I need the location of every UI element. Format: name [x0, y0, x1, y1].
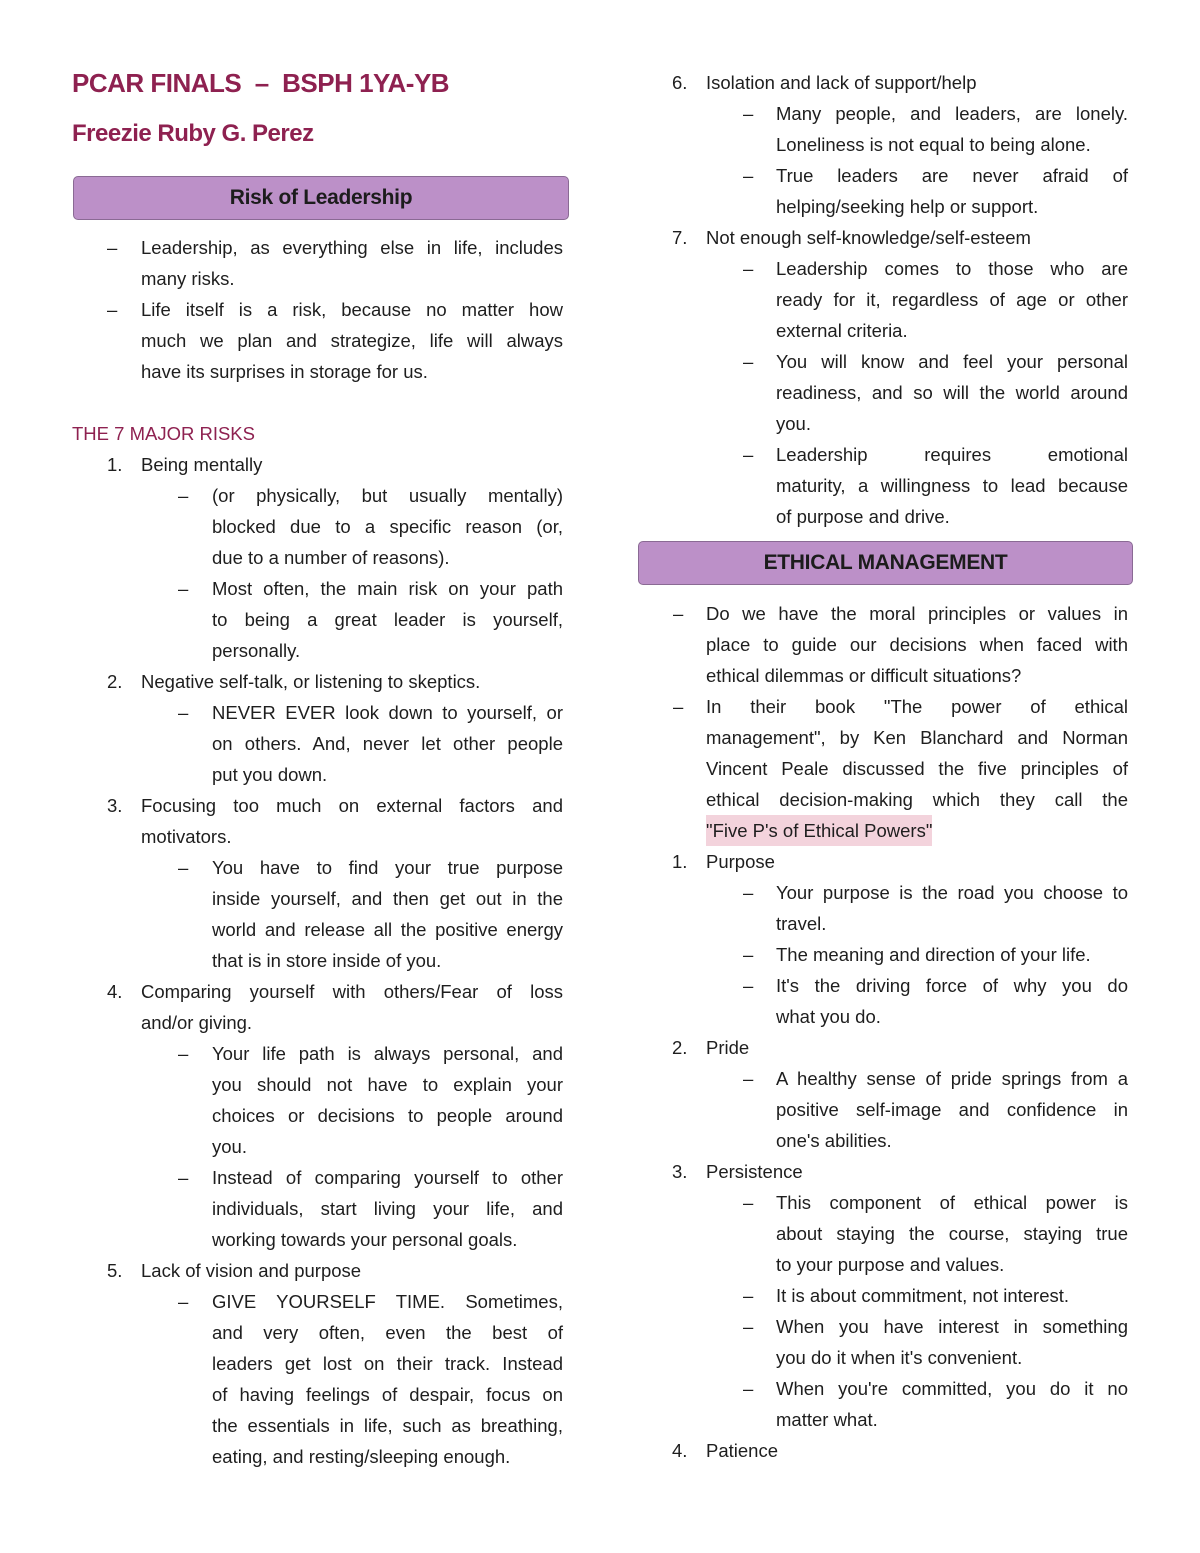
dash-marker: – [673, 696, 684, 717]
principle-point-text: matter what. [776, 1409, 878, 1430]
principle-point-text: A healthy sense of pride springs from a [776, 1068, 1128, 1089]
intro-bullet-text: much we plan and strategize, life will always [141, 330, 563, 351]
risk-point-text: readiness, and so will the world around [776, 382, 1128, 403]
risk-point-text: blocked due to a specific reason (or, [212, 516, 563, 537]
risk-point-text: Your life path is always personal, and [212, 1043, 563, 1064]
risk-point-text: ready for it, regardless of age or other [776, 289, 1128, 310]
risk-point-text: choices or decisions to people around [212, 1105, 563, 1126]
risk-point-text: True leaders are never afraid of [776, 165, 1128, 186]
item-title: Lack of vision and purpose [141, 1260, 362, 1281]
intro-bullet-text: Leadership, as everything else in life, includes [141, 237, 563, 258]
dash-marker: – [743, 351, 754, 372]
dash-marker: – [743, 1192, 754, 1213]
risk-point-text: you. [212, 1136, 247, 1157]
ethics-intro-text: ethical dilemmas or difficult situations? [706, 665, 1022, 686]
item-number: 2. [672, 1037, 688, 1058]
principle-point-text: positive self-image and confidence in [776, 1099, 1128, 1120]
item-title: Purpose [706, 851, 775, 872]
dash-marker: – [743, 165, 754, 186]
dash-marker: – [178, 578, 189, 599]
risk-point-text: put you down. [212, 764, 328, 785]
principle-point-text: When you're committed, you do it no [776, 1378, 1128, 1399]
item-title: Patience [706, 1440, 778, 1461]
principle-point-text: about staying the course, staying true [776, 1223, 1128, 1244]
risk-point-text: Leadership requires emotional [776, 444, 1128, 465]
risk-point-text: NEVER EVER look down to yourself, or [212, 702, 563, 723]
dash-marker: – [743, 103, 754, 124]
item-title: Comparing yourself with others/Fear of loss [141, 981, 563, 1002]
risk-point-text: individuals, start living your life, and [212, 1198, 563, 1219]
risk-point-text: eating, and resting/sleeping enough. [212, 1446, 511, 1467]
item-number: 5. [107, 1260, 123, 1281]
dash-marker: – [673, 603, 684, 624]
ethics-intro-text: Do we have the moral principles or values in [706, 603, 1128, 624]
risk-point-text: personally. [212, 640, 301, 661]
principle-point-text: It is about commitment, not interest. [776, 1285, 1070, 1306]
principle-point-text: Your purpose is the road you choose to [776, 882, 1128, 903]
dash-marker: – [743, 882, 754, 903]
section-banner-ethical-management: ETHICAL MANAGEMENT [638, 541, 1133, 585]
risk-point-text: world and release all the positive energy [212, 919, 563, 940]
item-number: 4. [672, 1440, 688, 1461]
dash-marker: – [107, 237, 118, 258]
risk-point-text: that is in store inside of you. [212, 950, 442, 971]
risk-point-text: due to a number of reasons). [212, 547, 450, 568]
ethics-intro-text: management", by Ken Blanchard and Norman [706, 727, 1128, 748]
item-number: 6. [672, 72, 688, 93]
major-risks-heading: THE 7 MAJOR RISKS [72, 423, 255, 444]
intro-bullet-text: many risks. [141, 268, 235, 289]
risk-point-text: to being a great leader is yourself, [212, 609, 563, 630]
risk-point-text: Loneliness is not equal to being alone. [776, 134, 1091, 155]
principle-point-text: travel. [776, 913, 827, 934]
item-number: 7. [672, 227, 688, 248]
dash-marker: – [178, 485, 189, 506]
dash-marker: – [743, 1378, 754, 1399]
risk-point-text: You have to find your true purpose [212, 857, 563, 878]
dash-marker: – [743, 944, 754, 965]
item-title: Focusing too much on external factors and [141, 795, 563, 816]
risk-point-text: You will know and feel your personal [776, 351, 1128, 372]
principle-point-text: one's abilities. [776, 1130, 892, 1151]
risk-point-text: Leadership comes to those who are [776, 258, 1128, 279]
dash-marker: – [743, 1285, 754, 1306]
dash-marker: – [107, 299, 118, 320]
dash-marker: – [743, 1068, 754, 1089]
dash-marker: – [743, 444, 754, 465]
item-title: Pride [706, 1037, 750, 1058]
risk-point-text: of having feelings of despair, focus on [212, 1384, 563, 1405]
principle-point-text: When you have interest in something [776, 1316, 1128, 1337]
risk-point-text: Many people, and leaders, are lonely. [776, 103, 1128, 124]
ethics-intro-text: place to guide our decisions when faced with [706, 634, 1128, 655]
risk-point-text: you. [776, 413, 811, 434]
risk-point-text: you should not have to explain your [212, 1074, 563, 1095]
item-title: Negative self-talk, or listening to skeptics. [141, 671, 481, 692]
dash-marker: – [178, 1291, 189, 1312]
risk-point-text: of purpose and drive. [776, 506, 950, 527]
risk-point-text: working towards your personal goals. [212, 1229, 518, 1250]
ethics-intro-text: Vincent Peale discussed the five principles of [706, 758, 1128, 779]
document-author: Freezie Ruby G. Perez [72, 120, 314, 147]
principle-point-text: It's the driving force of why you do [776, 975, 1128, 996]
risk-point-text: external criteria. [776, 320, 908, 341]
section-banner-risk-of-leadership: Risk of Leadership [73, 176, 569, 220]
dash-marker: – [178, 857, 189, 878]
principle-point-text: you do it when it's convenient. [776, 1347, 1023, 1368]
risk-point-text: and very often, even the best of [212, 1322, 563, 1343]
item-title: Being mentally [141, 454, 263, 475]
risk-point-text: leaders get lost on their track. Instead [212, 1353, 563, 1374]
principle-point-text: The meaning and direction of your life. [776, 944, 1091, 965]
item-number: 1. [107, 454, 123, 475]
risk-point-text: on others. And, never let other people [212, 733, 563, 754]
risk-point-text: GIVE YOURSELF TIME. Sometimes, [212, 1291, 563, 1312]
item-title: Persistence [706, 1161, 803, 1182]
item-title: Isolation and lack of support/help [706, 72, 977, 93]
risk-point-text: maturity, a willingness to lead because [776, 475, 1128, 496]
risk-point-text: Instead of comparing yourself to other [212, 1167, 563, 1188]
risk-point-text: the essentials in life, such as breathing, [212, 1415, 563, 1436]
item-title: motivators. [141, 826, 232, 847]
item-number: 3. [672, 1161, 688, 1182]
principle-point-text: what you do. [776, 1006, 881, 1027]
risk-point-text: helping/seeking help or support. [776, 196, 1039, 217]
intro-bullet-text: have its surprises in storage for us. [141, 361, 428, 382]
ethics-intro-text: In their book "The power of ethical [706, 696, 1128, 717]
ethics-intro-text: ethical decision-making which they call the [706, 789, 1128, 810]
item-title: Not enough self-knowledge/self-esteem [706, 227, 1031, 248]
dash-marker: – [743, 258, 754, 279]
item-number: 2. [107, 671, 123, 692]
item-number: 1. [672, 851, 688, 872]
dash-marker: – [743, 975, 754, 996]
risk-point-text: Most often, the main risk on your path [212, 578, 563, 599]
dash-marker: – [178, 1167, 189, 1188]
item-title: and/or giving. [141, 1012, 253, 1033]
intro-bullet-text: Life itself is a risk, because no matter how [141, 299, 563, 320]
item-number: 3. [107, 795, 123, 816]
risk-point-text: inside yourself, and then get out in the [212, 888, 563, 909]
risk-point-text: (or physically, but usually mentally) [212, 485, 563, 506]
dash-marker: – [743, 1316, 754, 1337]
highlighted-phrase: "Five P's of Ethical Powers" [706, 815, 932, 846]
dash-marker: – [178, 1043, 189, 1064]
document-title: PCAR FINALS – BSPH 1YA-YB [72, 68, 450, 98]
principle-point-text: to your purpose and values. [776, 1254, 1005, 1275]
dash-marker: – [178, 702, 189, 723]
principle-point-text: This component of ethical power is [776, 1192, 1128, 1213]
item-number: 4. [107, 981, 123, 1002]
